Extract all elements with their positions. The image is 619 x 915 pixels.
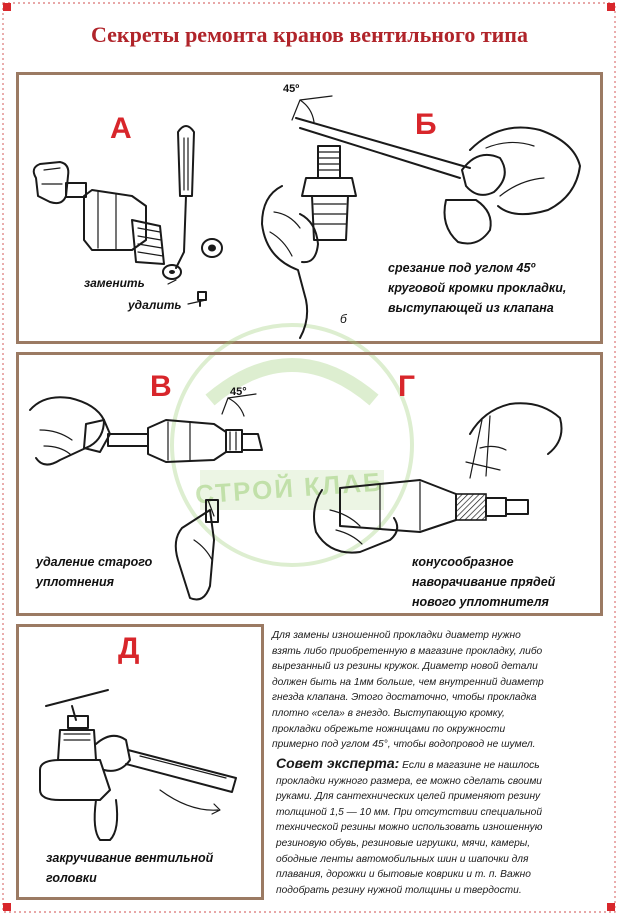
label-remove: удалить bbox=[128, 298, 182, 312]
advice-line-1: прокладки нужного размера, ее можно сделать своими bbox=[276, 775, 542, 787]
paragraph-line-1: Для замены изношенной прокладки диаметр нужно bbox=[272, 630, 521, 641]
paragraph-line-4: должен быть на 1мм больше, чем внутренний диаметр bbox=[272, 676, 544, 688]
paragraph-line-5: гнезда клапана. Этого достаточно, чтобы прокладка bbox=[272, 692, 537, 704]
advice-line-3: толщиной 1,5 — 10 мм. При отсутствии специальной bbox=[276, 806, 542, 818]
advice-line-7: плавания, дорожки и бытовые коврики и т. п. Важно bbox=[276, 869, 531, 881]
caption-g-line-3: нового уплотнителя bbox=[412, 595, 549, 609]
panel-d-letter: Д bbox=[118, 632, 140, 665]
page-title: Секреты ремонта кранов вентильного типа bbox=[90, 22, 528, 47]
instruction-paragraph bbox=[272, 628, 602, 753]
caption-v-line-2: уплотнения bbox=[36, 575, 114, 589]
panel-g-letter: Г bbox=[398, 370, 416, 403]
panel-v-letter: В bbox=[150, 370, 172, 403]
advice-line-4: технической резины можно использовать изношенную bbox=[276, 822, 543, 834]
paragraph-line-6: плотно «села» в гнездо. Выступающую кромку, bbox=[272, 707, 505, 719]
paragraph-line-3: вырезанный из резины кружок. Диаметр новой детали bbox=[272, 661, 538, 673]
advice-line-5: резиновую обувь, резиновые игрушки, мячи, камеры, bbox=[276, 837, 531, 849]
caption-b-line-3: выступающей из клапана bbox=[388, 301, 554, 315]
caption-v-line-1: удаление старого bbox=[36, 555, 153, 569]
label-replace: заменить bbox=[84, 276, 145, 290]
caption-g-line-2: наворачивание прядей bbox=[412, 575, 556, 589]
paragraph-line-8: примерно под углом 45°, чтобы водопровод не шумел. bbox=[272, 739, 536, 751]
caption-b-line-2: круговой кромки прокладки, bbox=[388, 281, 567, 295]
advice-title: Совет эксперта: bbox=[276, 755, 400, 771]
advice-line-6: ободные ленты автомобильных шин и шапочки для bbox=[276, 853, 529, 865]
panel-b-letter: Б bbox=[415, 108, 437, 141]
advice-line-8: подобрать резину нужной толщины и твердости. bbox=[276, 884, 522, 896]
advice-line-2: руками. Для сантехнических целей применяют резину bbox=[276, 791, 541, 803]
caption-d-line-1: закручивание вентильной bbox=[46, 851, 214, 865]
expert-advice bbox=[276, 756, 602, 898]
caption-d bbox=[46, 848, 213, 888]
advice-first-line bbox=[276, 756, 602, 774]
caption-b-line-1: срезание под углом 45º bbox=[388, 261, 536, 275]
advice-first-text: Если в магазине не нашлось bbox=[399, 760, 540, 771]
paragraph-line-2: взять либо приобретенную в магазине прокладку, либо bbox=[272, 645, 543, 657]
paragraph-line-7: прокладки обрежьте ножницами по окружности bbox=[272, 723, 506, 735]
fig-mark-b: б bbox=[340, 312, 347, 326]
panel-a-letter: А bbox=[110, 112, 132, 145]
caption-g-line-1: конусообразное bbox=[412, 555, 514, 569]
watermark-text: СТРОЙ КЛАБ bbox=[194, 466, 385, 510]
angle-v-label: 45° bbox=[230, 386, 247, 398]
caption-d-line-2: головки bbox=[46, 871, 97, 885]
angle-b-label: 45º bbox=[283, 83, 300, 95]
